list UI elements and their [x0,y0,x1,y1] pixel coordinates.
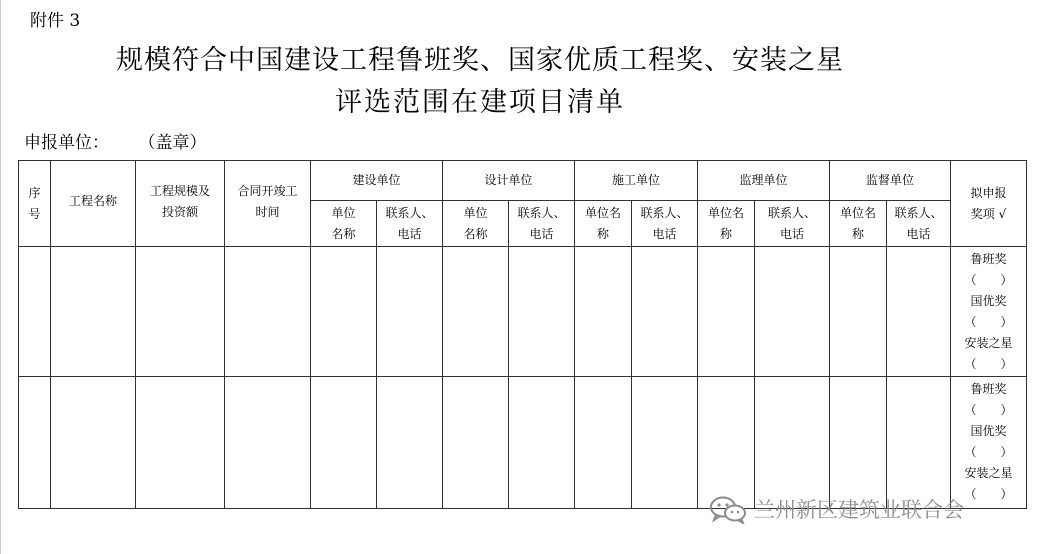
award-install-star: 安装之星 [964,466,1013,480]
watermark [708,494,964,524]
table-row [19,247,1027,377]
award-luban-check: （ ） [964,403,1013,417]
award-luban: 鲁班奖 [970,251,1007,266]
annex-label: 附件 3 [30,11,81,31]
seal-label: （盖章） [147,133,207,153]
sub-build-contact: 联系人、 电话 [377,201,443,247]
sub-inspect-contact: 联系人、 电话 [887,201,951,247]
watermark-text: 兰州新区建筑业联合会 [754,498,964,522]
project-list-table [18,160,1027,509]
award-national: 国优奖 [970,293,1007,308]
award-options-cell [951,377,1027,509]
sub-inspect-name: 单位名 称 [830,201,887,247]
header-construction-unit: 施工单位 [575,161,698,201]
award-luban-check: （ ） [964,272,1013,287]
sub-design-name: 单位 名称 [443,201,509,247]
header-project-name: 工程名称 [51,161,136,247]
header-scale-investment: 工程规模及 投资额 [136,161,225,247]
award-options-cell [951,247,1027,377]
award-national-check: （ ） [964,445,1013,459]
header-inspection-unit: 监督单位 [830,161,951,201]
sub-build-name: 单位 名称 [311,201,377,247]
table-row [19,377,1027,509]
header-seq: 序 号 [19,161,51,247]
sub-construct-contact: 联系人、 电话 [632,201,698,247]
document-title-line1: 规模符合中国建设工程鲁班奖、国家优质工程奖、安装之星 [116,45,844,76]
award-national-check: （ ） [964,314,1013,329]
award-national: 国优奖 [970,424,1007,438]
header-award: 拟申报 奖项 √ [951,161,1027,247]
sub-design-contact: 联系人、 电话 [509,201,575,247]
header-build-unit: 建设单位 [311,161,443,201]
applicant-unit-label: 申报单位： [24,133,109,153]
header-design-unit: 设计单位 [443,161,575,201]
header-contract-period: 合同开竣工 时间 [225,161,311,247]
award-install-star-check: （ ） [964,356,1013,371]
sub-supervise-name: 单位名 称 [698,201,755,247]
sub-supervise-contact: 联系人、 电话 [755,201,830,247]
header-supervision-unit: 监理单位 [698,161,830,201]
table-header-row-1 [19,161,1027,201]
award-install-star-check: （ ） [964,487,1013,501]
applicant-unit-line [24,128,207,153]
sub-construct-name: 单位名 称 [575,201,632,247]
wechat-icon [708,494,748,524]
award-install-star: 安装之星 [964,335,1013,350]
award-luban: 鲁班奖 [970,382,1007,396]
document-title-line2: 评选范围在建项目清单 [335,87,625,118]
